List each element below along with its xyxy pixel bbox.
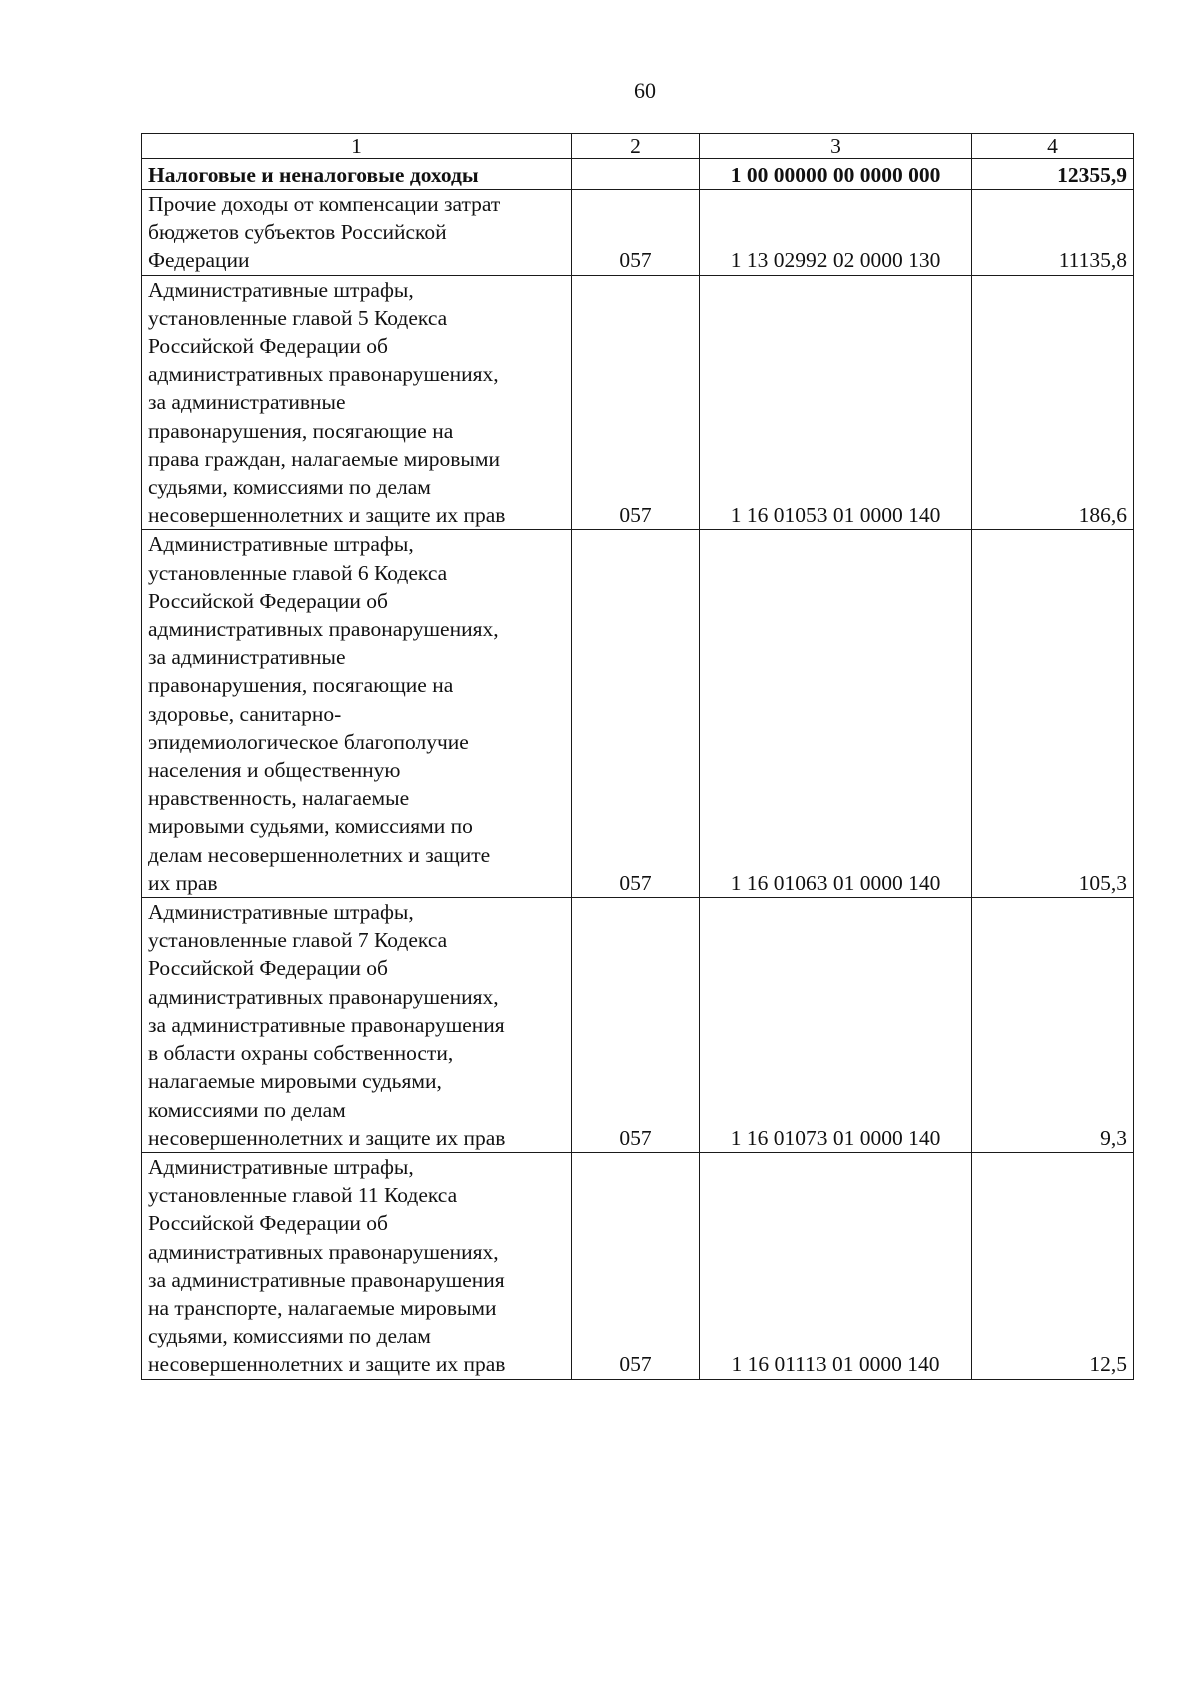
budget-classification-code: 1 16 01073 01 0000 140 — [700, 898, 972, 1153]
description-line: мировыми судьями, комиссиями по — [148, 814, 473, 839]
budget-classification-code: 1 16 01063 01 0000 140 — [700, 530, 972, 898]
column-number-3: 3 — [700, 134, 972, 159]
revenue-description — [142, 190, 572, 276]
description-line: установленные главой 11 Кодекса — [148, 1183, 458, 1208]
description-line: несовершеннолетних и защите их прав — [148, 1125, 506, 1150]
description-line: установленные главой 5 Кодекса — [148, 305, 448, 330]
admin-code: 057 — [572, 898, 700, 1153]
revenue-description — [142, 530, 572, 898]
description-line: правонарушения, посягающие на — [148, 673, 454, 698]
description-line: Административные штрафы, — [148, 900, 414, 925]
description-line: судьями, комиссиями по делам — [148, 475, 431, 500]
description-line: налагаемые мировыми судьями, — [148, 1069, 442, 1094]
description-line: правонарушения, посягающие на — [148, 418, 454, 443]
description-line: эпидемиологическое благополучие — [148, 729, 469, 754]
admin-code: 057 — [572, 1152, 700, 1379]
budget-classification-code: 1 13 02992 02 0000 130 — [700, 190, 972, 276]
amount: 11135,8 — [972, 190, 1134, 276]
description-line: Российской Федерации об — [148, 956, 388, 981]
table-row — [142, 898, 1134, 1153]
description-line: административных правонарушениях, — [148, 1239, 499, 1264]
description-line: административных правонарушениях, — [148, 362, 499, 387]
table-row — [142, 1152, 1134, 1379]
description-line: права граждан, налагаемые мировыми — [148, 446, 500, 471]
column-number-1: 1 — [142, 134, 572, 159]
total-row-budget-code: 1 00 00000 00 0000 000 — [700, 159, 972, 190]
description-line: здоровье, санитарно- — [148, 701, 342, 726]
description-line: установленные главой 6 Кодекса — [148, 560, 448, 585]
description-line: комиссиями по делам — [148, 1097, 346, 1122]
description-line: Административные штрафы, — [148, 277, 414, 302]
column-number-row — [142, 134, 1134, 159]
admin-code: 057 — [572, 190, 700, 276]
column-number-2: 2 — [572, 134, 700, 159]
total-row-admin-code — [572, 159, 700, 190]
description-line: несовершеннолетних и защите их прав — [148, 1352, 506, 1377]
amount: 9,3 — [972, 898, 1134, 1153]
description-line: Административные штрафы, — [148, 1154, 414, 1179]
revenue-description — [142, 898, 572, 1153]
description-line: за административные — [148, 645, 346, 670]
column-number-4: 4 — [972, 134, 1134, 159]
amount: 186,6 — [972, 275, 1134, 530]
description-line: несовершеннолетних и защите их прав — [148, 503, 506, 528]
description-line: делам несовершеннолетних и защите — [148, 842, 491, 867]
budget-revenue-table — [141, 133, 1134, 1380]
amount: 105,3 — [972, 530, 1134, 898]
description-line: их прав — [148, 870, 218, 895]
description-line: за административные правонарушения — [148, 1267, 505, 1292]
description-line: Российской Федерации об — [148, 588, 388, 613]
description-line: нравственность, налагаемые — [148, 786, 410, 811]
revenue-description — [142, 1152, 572, 1379]
table-row — [142, 530, 1134, 898]
description-line: Российской Федерации об — [148, 1211, 388, 1236]
description-line: Прочие доходы от компенсации затрат — [148, 192, 501, 216]
description-line: за административные правонарушения — [148, 1012, 505, 1037]
description-line: населения и общественную — [148, 758, 401, 783]
total-row — [142, 159, 1134, 190]
description-line: за административные — [148, 390, 346, 415]
total-row-amount: 12355,9 — [972, 159, 1134, 190]
description-line: Административные штрафы, — [148, 532, 414, 557]
description-line: судьями, комиссиями по делам — [148, 1324, 431, 1349]
revenue-description — [142, 275, 572, 530]
description-line: административных правонарушениях, — [148, 617, 499, 642]
description-line: в области охраны собственности, — [148, 1041, 454, 1066]
amount: 12,5 — [972, 1152, 1134, 1379]
table-row — [142, 190, 1134, 276]
budget-classification-code: 1 16 01053 01 0000 140 — [700, 275, 972, 530]
budget-classification-code: 1 16 01113 01 0000 140 — [700, 1152, 972, 1379]
admin-code: 057 — [572, 530, 700, 898]
description-line: административных правонарушениях, — [148, 984, 499, 1009]
description-line: Российской Федерации об — [148, 334, 388, 359]
description-line: Федерации — [148, 248, 250, 273]
description-line: бюджетов субъектов Российской — [148, 220, 447, 245]
total-row-name: Налоговые и неналоговые доходы — [142, 159, 572, 190]
description-line: на транспорте, налагаемые мировыми — [148, 1295, 497, 1320]
table-row — [142, 275, 1134, 530]
description-line: установленные главой 7 Кодекса — [148, 928, 448, 953]
page-number: 60 — [634, 78, 656, 103]
admin-code: 057 — [572, 275, 700, 530]
